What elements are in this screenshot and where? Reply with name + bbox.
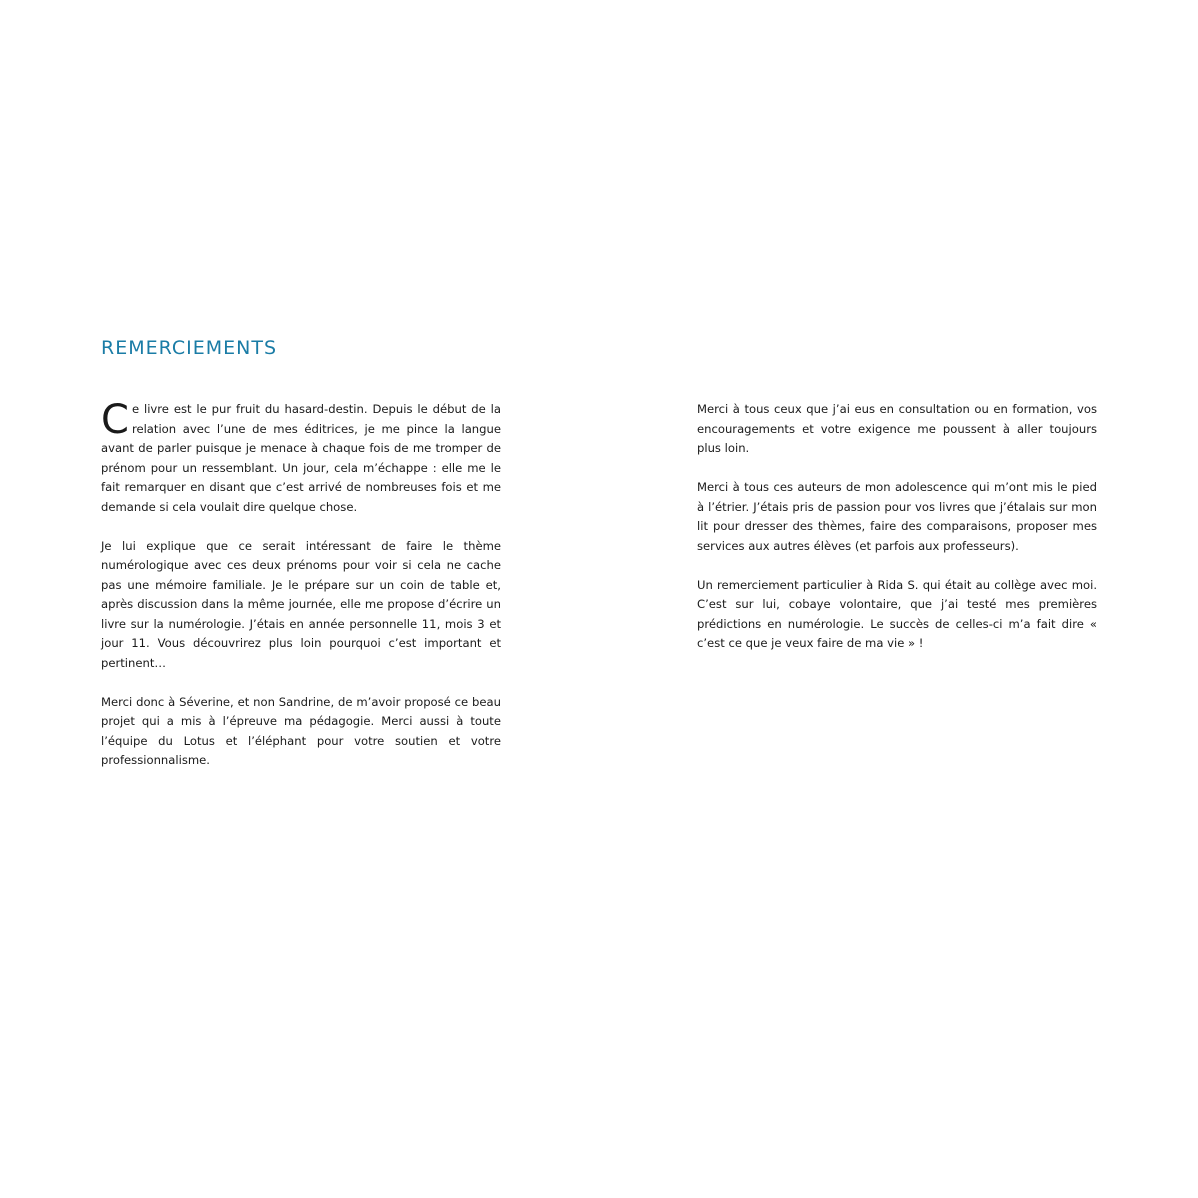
paragraph: Merci à tous ceux que j’ai eus en consultation ou en formation, vos encouragements et votre exigence me poussent à aller toujours plus loin. xyxy=(697,402,1097,455)
left-column xyxy=(101,397,501,790)
page-title: REMERCIEMENTS xyxy=(101,337,278,359)
drop-cap: C xyxy=(101,397,129,443)
paragraph xyxy=(101,397,501,517)
right-column xyxy=(697,400,1097,673)
paragraph: Je lui explique que ce serait intéressant de faire le thème numérologique avec ces deux prénoms pour voir si cela ne cache pas une mémoire familiale. Je le prépare sur un coin de table et, après discussion dans la même journée, elle me propose d’écrire un livre sur la numérologie. J’étais en année personnelle 11, mois 3 et jour 11. Vous découvrirez plus loin pourquoi c’est important et pertinent… xyxy=(101,538,501,670)
paragraph: Merci à tous ces auteurs de mon adolescence qui m’ont mis le pied à l’étrier. J’étais pris de passion pour vos livres que j’étalais sur mon lit pour dresser des thèmes, faire des comparaisons, proposer mes services aux autres élèves (et parfois aux professeurs). xyxy=(697,480,1097,553)
paragraph: Un remerciement particulier à Rida S. qui était au collège avec moi. C’est sur lui, cobaye volontaire, que j’ai testé mes premières prédictions en numérologie. Le succès de celles-ci m’a fait dire « c’est ce que je veux faire de ma vie » ! xyxy=(697,577,1097,650)
paragraph: Merci donc à Séverine, et non Sandrine, de m’avoir proposé ce beau projet qui a mis à l’épreuve ma pédagogie. Merci aussi à toute l’équipe du Lotus et l’éléphant pour votre soutien et votre professionnalisme. xyxy=(101,694,501,767)
paragraph-text: e livre est le pur fruit du hasard-destin. Depuis le début de la relation avec l’une de mes éditrices, je me pince la langue avant de parler puisque je menace à chaque fois de me tromper de prénom pour un ressemblant. Un jour, cela m’échappe : elle me le fait remarquer en disant que c’est arrivé de nombreuses fois et me demande si cela voulait dire quelque chose. xyxy=(101,402,501,514)
